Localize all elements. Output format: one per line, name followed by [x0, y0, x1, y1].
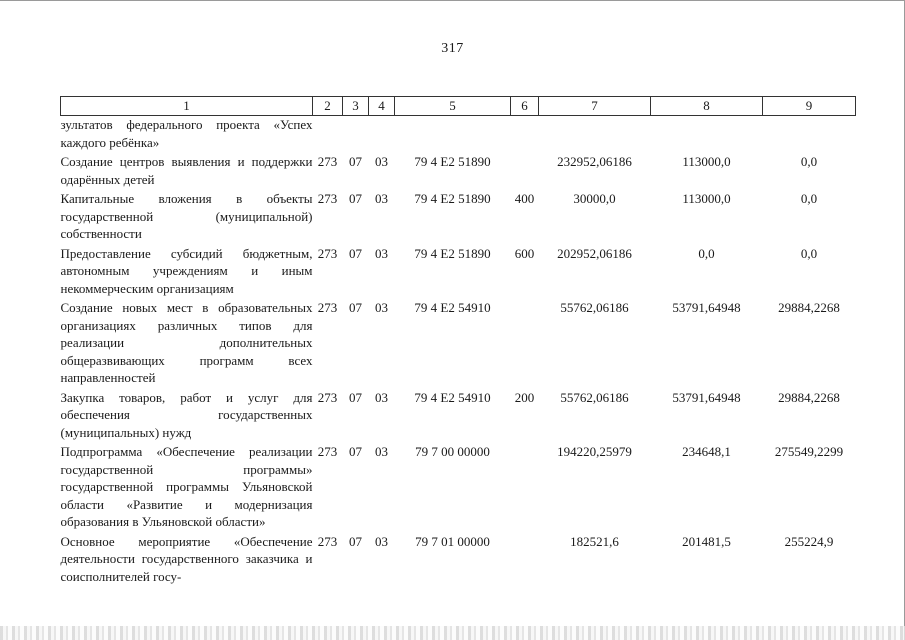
cell-code-2: 273 — [317, 444, 338, 459]
column-header: 4 — [369, 97, 395, 116]
table-row — [61, 299, 856, 389]
cell-code-4: 03 — [375, 444, 388, 459]
cell-code-3: 07 — [349, 154, 362, 169]
cell-code-5: 79 7 01 00000 — [415, 533, 490, 549]
column-header: 3 — [343, 97, 369, 116]
cell-amount-7: 55762,06186 — [560, 389, 629, 405]
cell-amount-7 — [539, 116, 651, 154]
cell-code-2: 273 — [317, 245, 338, 261]
cell-code-5: 79 7 00 00000 — [415, 444, 490, 459]
cell-code-3: 07 — [349, 533, 362, 549]
table-row — [61, 245, 856, 300]
cell-code-2: 273 — [317, 191, 338, 206]
cell-code-4: 03 — [375, 191, 388, 206]
row-name: зультатов федерального проекта «Успех каждого ребёнка» — [60, 117, 313, 150]
cell-code-3: 07 — [349, 389, 362, 405]
column-header: 2 — [313, 97, 343, 116]
cell-amount-7: 55762,06186 — [560, 300, 629, 315]
cell-amount-9: 29884,2268 — [778, 300, 840, 315]
cell-amount-7: 182521,6 — [570, 533, 619, 549]
cell-amount-9: 255224,9 — [784, 533, 834, 549]
cell-amount-8: 53791,64948 — [672, 389, 741, 405]
cell-code-3: 07 — [349, 444, 362, 459]
cell-code-3: 07 — [349, 300, 362, 315]
cell-code-6 — [511, 116, 539, 154]
cell-code-3 — [343, 116, 369, 154]
column-header: 6 — [511, 97, 539, 116]
cell-code-3: 07 — [349, 245, 362, 261]
table-row — [61, 443, 856, 533]
cell-amount-8: 113000,0 — [682, 191, 731, 206]
cell-code-4 — [369, 116, 395, 154]
column-header: 9 — [763, 97, 856, 116]
cell-code-4: 03 — [375, 154, 388, 169]
cell-code-5 — [395, 116, 511, 154]
row-name: Создание центров выявления и поддержки одарённых детей — [60, 154, 313, 187]
cell-code-6 — [511, 153, 539, 190]
table-row — [61, 153, 856, 190]
column-header: 5 — [395, 97, 511, 116]
cell-amount-9: 0,0 — [800, 245, 818, 261]
column-header: 1 — [61, 97, 313, 116]
cell-code-6 — [511, 533, 539, 588]
row-name: Капитальные вложения в объекты государственной (муниципальной) собственности — [60, 191, 313, 241]
row-name: Закупка товаров, работ и услуг для обеспечения государственных (муниципальных) нужд — [60, 389, 313, 440]
table-header-row — [61, 97, 856, 116]
cell-amount-7: 194220,25979 — [557, 444, 632, 459]
table-row — [61, 190, 856, 245]
cell-amount-9 — [763, 116, 856, 154]
cell-amount-8 — [651, 116, 763, 154]
cell-code-4: 03 — [375, 533, 388, 549]
cell-amount-7: 232952,06186 — [557, 154, 632, 169]
table-row — [61, 116, 856, 154]
cell-code-6: 600 — [514, 245, 535, 261]
cell-code-4: 03 — [375, 389, 388, 405]
table-row — [61, 389, 856, 444]
row-name: Подпрограмма «Обеспечение реализации государственной программы» государственной программы Ульяновской области «Развитие и модернизация образования в Ульяновской области» — [60, 444, 313, 529]
cell-amount-8: 113000,0 — [682, 154, 731, 169]
cell-code-5: 79 4 E2 51890 — [414, 154, 491, 169]
cell-amount-9: 0,0 — [800, 191, 818, 206]
cell-amount-7: 30000,0 — [573, 191, 616, 206]
cell-code-6 — [511, 299, 539, 389]
cell-amount-8: 53791,64948 — [672, 300, 741, 315]
cell-code-2: 273 — [317, 154, 338, 169]
column-header: 8 — [651, 97, 763, 116]
budget-table — [60, 96, 856, 587]
cell-code-6: 200 — [514, 389, 535, 405]
scan-edge-noise — [0, 626, 905, 640]
cell-code-6 — [511, 443, 539, 533]
row-name: Создание новых мест в образовательных организациях различных типов для реализации дополнительных общеразвивающих программ всех направленностей — [60, 300, 313, 385]
cell-code-2: 273 — [317, 300, 338, 315]
cell-amount-9: 275549,2299 — [774, 444, 844, 459]
cell-amount-9: 0,0 — [800, 154, 818, 169]
cell-code-2: 273 — [317, 533, 338, 549]
cell-code-3: 07 — [349, 191, 362, 206]
cell-code-4: 03 — [375, 245, 388, 261]
cell-code-5: 79 4 E2 51890 — [414, 245, 491, 261]
row-name: Основное мероприятие «Обеспечение деятельности государственного заказчика и соисполнителей госу- — [60, 533, 313, 584]
cell-amount-8: 201481,5 — [682, 533, 731, 549]
cell-amount-9: 29884,2268 — [778, 389, 840, 405]
column-header: 7 — [539, 97, 651, 116]
row-name: Предоставление субсидий бюджетным, автономным учреждениям и иным некоммерческим организациям — [60, 245, 313, 296]
cell-amount-8: 234648,1 — [682, 444, 731, 459]
cell-code-5: 79 4 E2 51890 — [414, 191, 491, 206]
cell-code-2 — [313, 116, 343, 154]
cell-amount-8: 0,0 — [698, 245, 715, 261]
cell-code-4: 03 — [375, 300, 388, 315]
page-number: 317 — [441, 41, 464, 56]
cell-code-5: 79 4 E2 54910 — [414, 389, 491, 405]
cell-code-5: 79 4 E2 54910 — [414, 300, 491, 315]
cell-code-2: 273 — [317, 389, 338, 405]
cell-code-6: 400 — [514, 191, 535, 206]
table-row — [61, 533, 856, 588]
cell-amount-7: 202952,06186 — [557, 245, 632, 261]
